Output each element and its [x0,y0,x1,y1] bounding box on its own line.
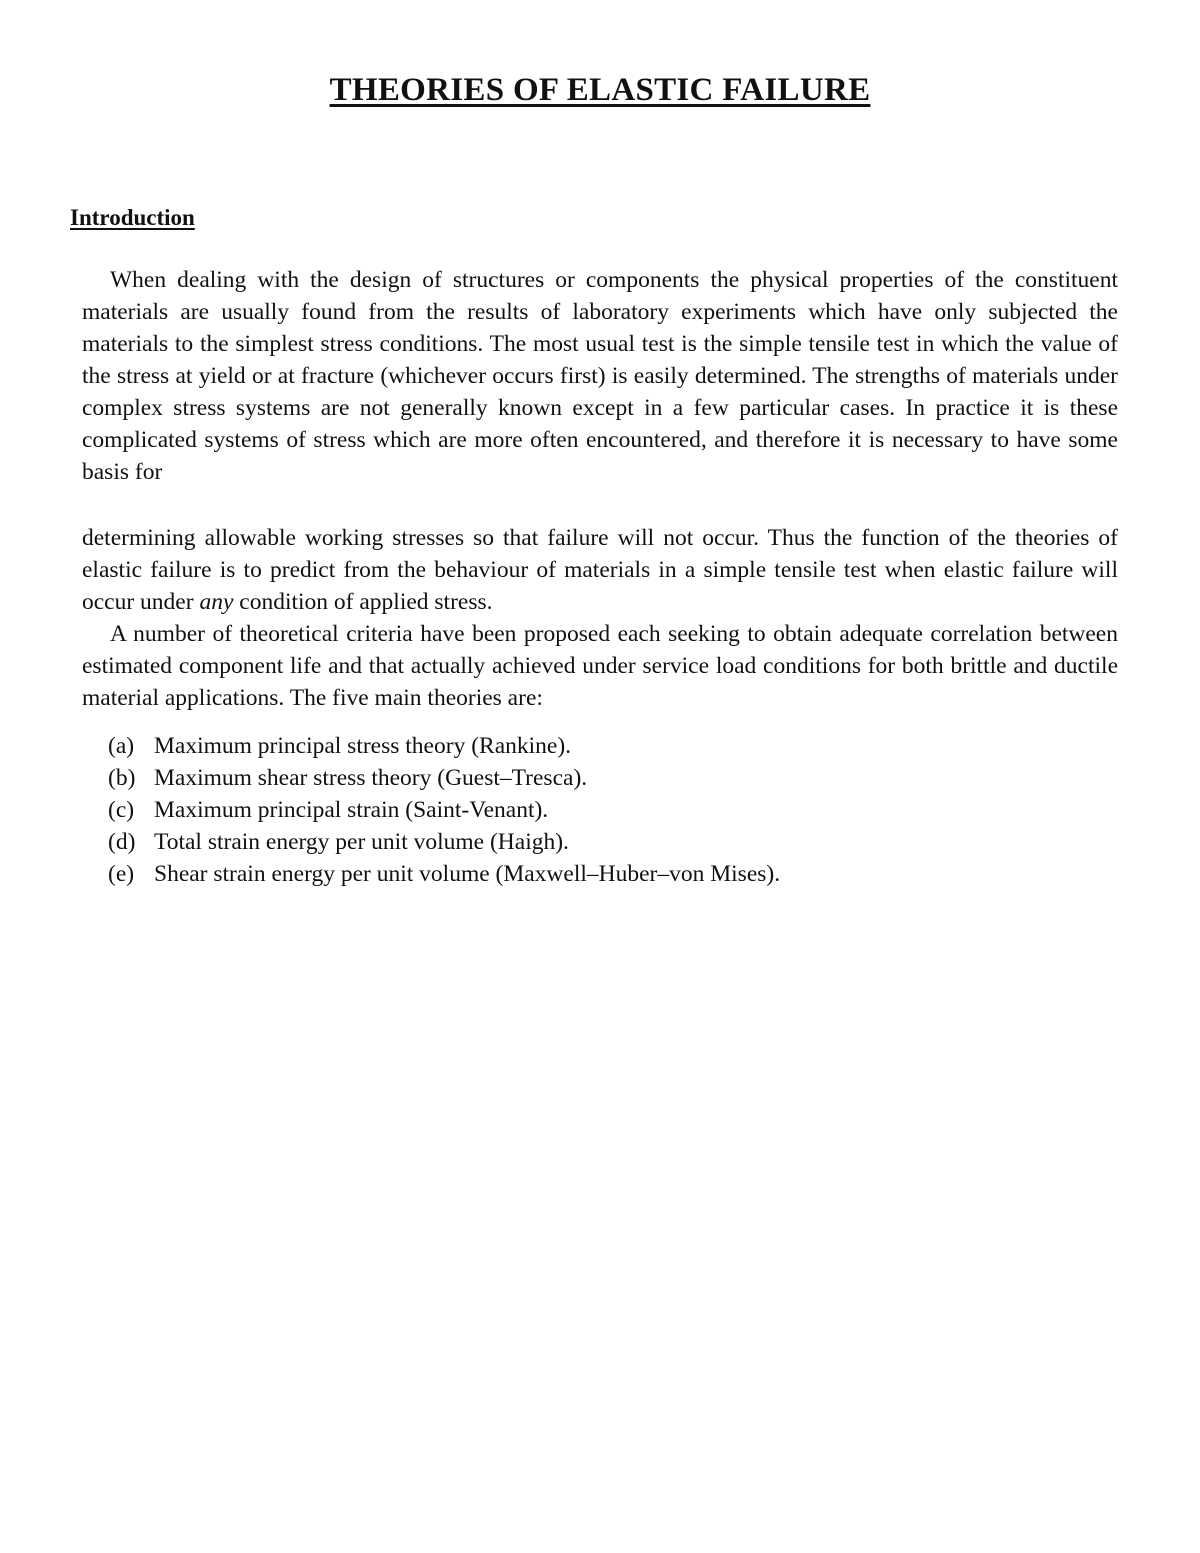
page-title: THEORIES OF ELASTIC FAILURE [329,72,871,108]
list-item-text: Shear strain energy per unit volume (Maxwell–Huber–von Mises). [154,861,781,887]
list-item [108,730,1108,762]
list-item-text: Maximum principal stress theory (Rankine). [154,733,572,759]
list-item [108,762,1108,794]
paragraph-2-text-end: condition of applied stress. [233,589,493,615]
list-item-text: Maximum principal strain (Saint-Venant). [154,797,549,823]
intro-paragraph-1: When dealing with the design of structures or components the physical properties of the constituent materials are usually found from the results of laboratory experiments which have only subjected the materials to the simplest stress conditions. The most usual test is the simple tensile test in which the value of the stress at yield or at fracture (whichever occurs first) is easily determined. The strengths of materials under complex stress systems are not generally known except in a few particular cases. In practice it is these complicated systems of stress which are more often encountered, and therefore it is necessary to have some basis for [82,267,1118,485]
list-item-marker: (a) [108,733,135,759]
list-item [108,858,1108,890]
list-item-marker: (e) [108,861,135,887]
list-item-marker: (b) [108,765,136,791]
list-item [108,794,1108,826]
intro-paragraph-3: A number of theoretical criteria have been proposed each seeking to obtain adequate correlation between estimated component life and that actually achieved under service load conditions for both brittle and ductile material applications. The five main theories are: [82,621,1118,711]
list-item-marker: (d) [108,829,136,855]
intro-paragraph-2 [82,522,1118,618]
paragraph-2-text-start: determining allowable working stresses so that failure will not occur. Thus the function of the theories of elastic failure is to predict from the behaviour of materials in a simple tensile test when elastic failure will occur under [82,525,1118,615]
list-item-text: Total strain energy per unit volume (Haigh). [154,829,569,855]
paragraph-2-emphasis: any [199,589,234,615]
theories-list [108,730,1108,890]
section-heading-introduction: Introduction [70,205,195,230]
list-item-marker: (c) [108,797,135,823]
list-item-text: Maximum shear stress theory (Guest–Tresca). [154,765,588,791]
list-item [108,826,1108,858]
